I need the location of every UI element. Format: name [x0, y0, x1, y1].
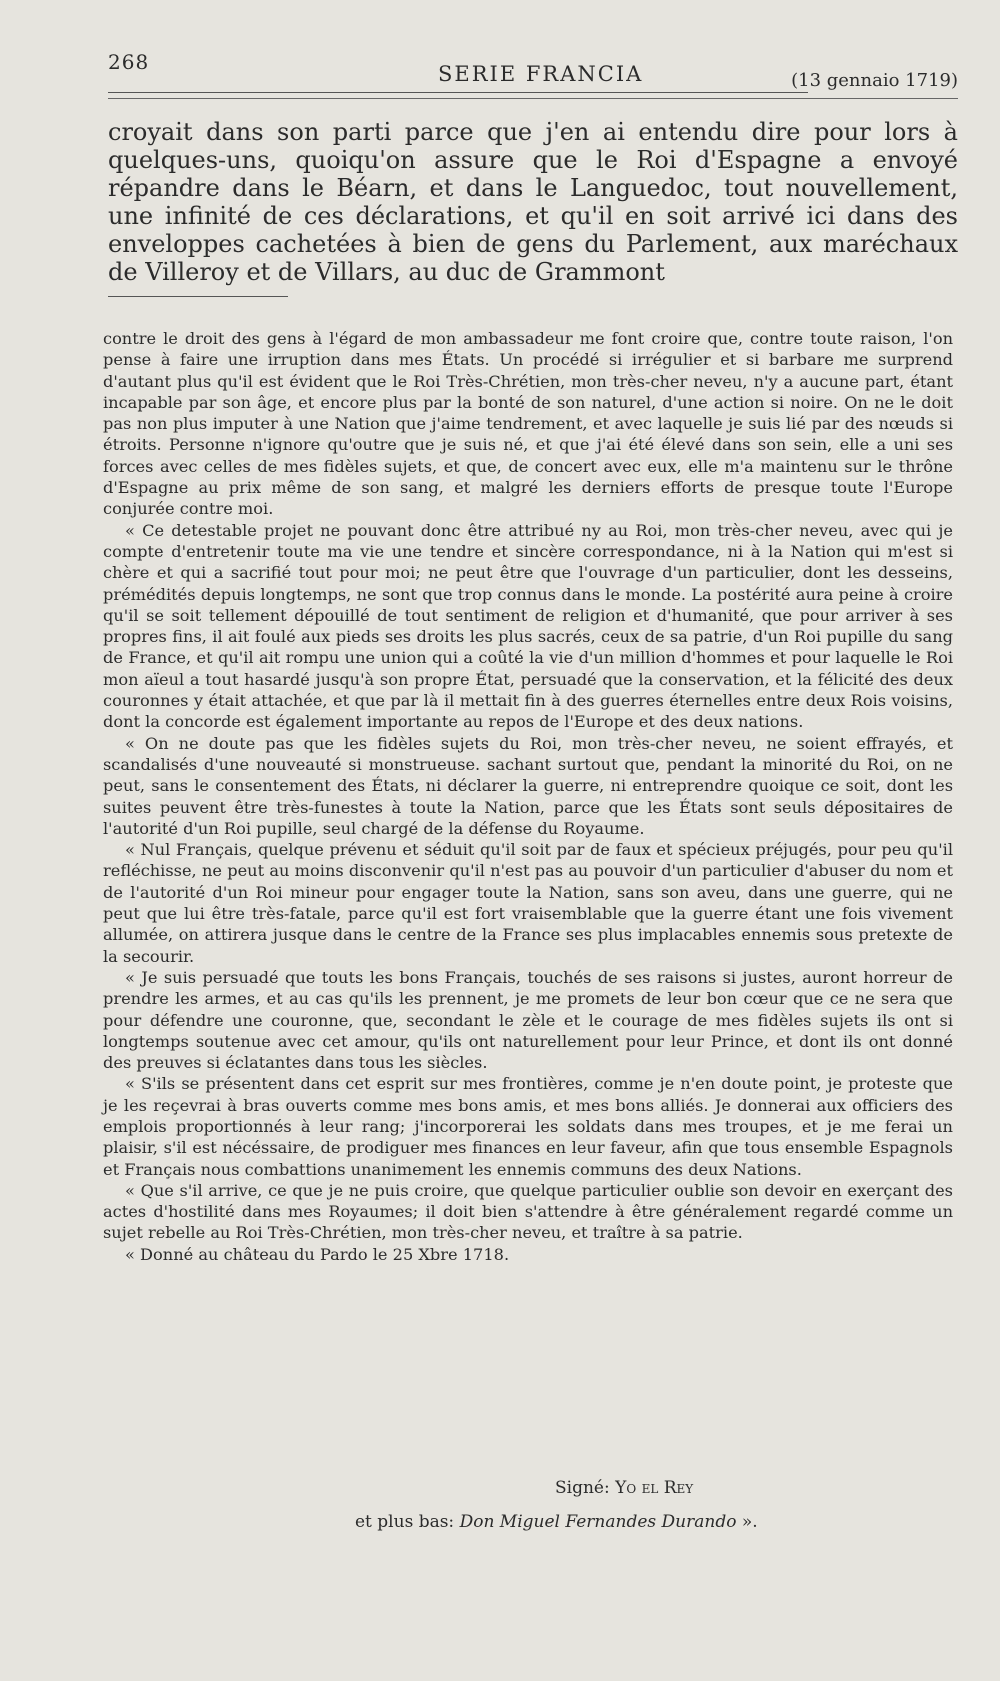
- note-paragraph: contre le droit des gens à l'égard de mon ambassadeur me font croire que, contre toute raison, l'on pense à faire une irruption dans mes États. Un procédé si irrégulier et si barbare me surprend d'autant plus qu'il est évident que le Roi Très-Chrétien, mon très-cher neveu, n'y a aucune part, étant incapable par son âge, et encore plus par la bonté de son naturel, d'une action si noire. On ne le doit pas non plus imputer à une Nation que j'aime tendrement, et avec laquelle je suis lié par des nœuds si étroits. Personne n'ignore qu'outre que je suis né, et que j'ai été élevé dans son sein, elle a uni ses forces avec celles de mes fidèles sujets, et que, de concert avec eux, elle m'a maintenu sur le thrône d'Espagne au prix même de son sang, et malgré les derniers efforts de presque toute l'Europe conjurée contre moi.: [103, 329, 953, 519]
- note-paragraph: « S'ils se présentent dans cet esprit sur mes frontières, comme je n'en doute point, je proteste que je les reçevrai à bras ouverts comme mes bons amis, et mes bons alliés. Je donnerai aux officiers des emplois proportionnés à leur rang; j'incorporerai les soldats dans mes troupes, et je me ferai un plaisir, s'il est nécéssaire, de prodiguer mes finances en leur faveur, afin que tous ensemble Espagnols et Français nous combattions unanimement les ennemis communs des deux Nations.: [103, 1074, 953, 1179]
- countersignature-name: Don Miguel Fernandes Durando: [459, 1512, 737, 1532]
- main-text: [108, 118, 958, 286]
- header-rule: [108, 92, 808, 93]
- closing-quote: ».: [741, 1512, 758, 1532]
- countersignature-line: [355, 1512, 758, 1532]
- note-paragraph: « On ne doute pas que les fidèles sujets du Roi, mon très-cher neveu, ne soient effrayés, et scandalisés d'une nouveauté si monstrueuse. sachant surtout que, pendant la minorité du Roi, on ne peut, sans le consentement des États, ni déclarer la guerre, ni entreprendre quoique ce soit, dont les suites peuvent être très-funestes à toute la Nation, parce que les États sont seuls dépositaires de l'autorité d'un Roi pupille, seul chargé de la défense du Royaume.: [103, 733, 953, 838]
- header-date: (13 gennaio 1719): [791, 70, 958, 91]
- note-paragraph: « Je suis persuadé que touts les bons Français, touchés de ses raisons si justes, auront horreur de prendre les armes, et au cas qu'ils les prennent, je me promets de leur bon cœur que ce ne sera que pour défendre une couronne, que, secondant le zèle et le courage de mes fidèles sujets ils ont si longtemps soutenue avec cet amour, qu'ils ont naturellement pour leur Prince, et dont ils ont donné des preuves si éclatantes dans tous les siècles.: [103, 967, 953, 1073]
- signed-label: Signé:: [555, 1478, 610, 1498]
- note-paragraph: « Donné au château du Pardo le 25 Xbre 1718.: [125, 1244, 510, 1264]
- signature-line: [555, 1478, 693, 1498]
- main-paragraph: croyait dans son parti parce que j'en ai entendu dire pour lors à quelques-uns, quoiqu'on assure que le Roi d'Espagne a envoyé répandre dans le Béarn, et dans le Languedoc, tout nouvellement, une infinité de ces déclarations, et qu'il en soit arrivé ici dans des enveloppes cachetées à bien de gens du Parlement, aux maréchaux de Villeroy et de Villars, au duc de Grammont: [108, 118, 958, 286]
- note-paragraph: « Que s'il arrive, ce que je ne puis croire, que quelque particulier oublie son devoir en exerçant des actes d'hostilité dans mes Royaumes; il doit bien s'attendre à être généralement regardé comme un sujet rebelle au Roi Très-Chrétien, mon très-cher neveu, et traître à sa patrie.: [103, 1180, 953, 1243]
- page-header: [108, 50, 958, 110]
- plus-bas-label: et plus bas:: [355, 1512, 455, 1532]
- header-rule-double: [108, 98, 958, 99]
- note-paragraph: « Ce detestable projet ne pouvant donc être attribué ny au Roi, mon très-cher neveu, avec qui je compte d'entretenir toute ma vie une tendre et sincère correspondance, ni à la Nation qui m'est si chère et qui a sacrifié tout pour moi; ne peut être que l'ouvrage d'un particulier, dont les desseins, prémédités depuis longtemps, ne sont que trop connus dans le monde. La postérité aura peine à croire qu'il se soit tellement dépouillé de tout sentiment de religion et d'humanité, que pour arriver à ses propres fins, il ait foulé aux pieds ses droits les plus sacrés, ceux de sa patrie, d'un Roi pupille du sang de France, et qu'il ait rompu une union qui a coûté la vie d'un million d'hommes et pour laquelle le Roi mon aïeul a tout hasardé jusqu'à son propre État, persuadé que la conservation, et la félicité des deux couronnes y était attachée, et que par là il mettait fin à des guerres éternelles entre deux Rois voisins, dont la concorde est également importante au repos de l'Europe et des deux nations.: [103, 520, 953, 732]
- note-paragraph: « Nul Français, quelque prévenu et séduit qu'il soit par de faux et spécieux préjugés, pour peu qu'il refléchisse, ne peut au moins disconvenir qu'il n'est pas au pouvoir d'un particulier d'abuser du nom et de l'autorité d'un Roi mineur pour engager toute la Nation, sans son aveu, dans une guerre, qui ne peut que lui être très-fatale, parce qu'il est fort vraisemblable que la guerre étant une fois vivement allumée, on attirera jusque dans le centre de la France ses plus implacables ennemis sous pretexte de la secourir.: [103, 840, 953, 966]
- page-number: 268: [108, 50, 150, 74]
- signature-name: Yo el Rey: [615, 1478, 694, 1498]
- footnote-rule: [108, 296, 288, 297]
- footnote-text: [103, 328, 953, 1265]
- series-title: SERIE FRANCIA: [438, 62, 644, 86]
